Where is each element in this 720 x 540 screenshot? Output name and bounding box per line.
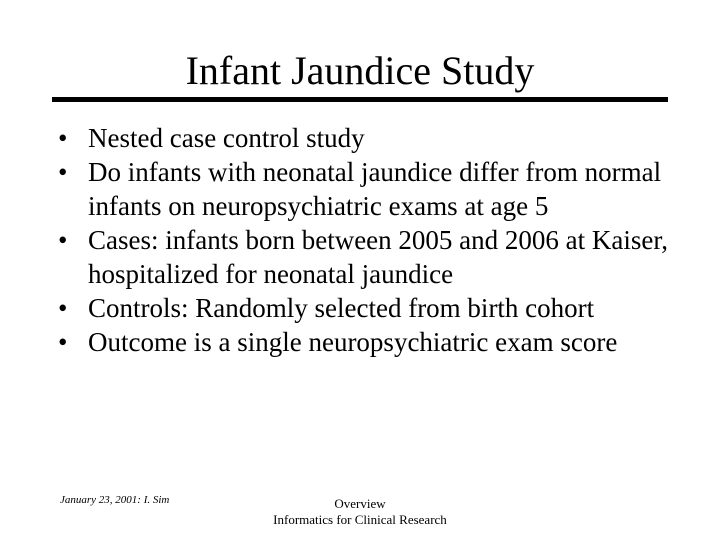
bullet-marker: • [58,157,68,187]
bullet-item-research-question [54,155,674,223]
footer-course: Informatics for Clinical Research [273,512,447,527]
bullet-text: Nested case control study [88,123,365,153]
bullet-text: Cases: infants born between 2005 and 2006 at Kaiser, hospitalized for neonatal jaundice [88,225,669,289]
bullet-item-nested-design [54,121,674,155]
bullet-item-cases [54,223,674,291]
footer-center [210,496,510,528]
bullet-text: Do infants with neonatal jaundice differ from normal infants on neuropsychiatric exams at age 5 [88,157,662,221]
bullet-item-outcome [54,325,674,359]
bullet-marker: • [58,293,68,323]
title-divider [52,97,668,102]
footer-date-author: January 23, 2001: I. Sim [60,494,170,506]
slide-title: Infant Jaundice Study [185,48,535,93]
bullet-text: Outcome is a single neuropsychiatric exam score [88,327,618,357]
footer-section: Overview [334,496,386,511]
bullet-marker: • [58,123,68,153]
bullet-list [54,121,674,359]
bullet-text: Controls: Randomly selected from birth cohort [88,293,595,323]
bullet-marker: • [58,327,68,357]
bullet-item-controls [54,291,674,325]
bullet-marker: • [58,225,68,255]
